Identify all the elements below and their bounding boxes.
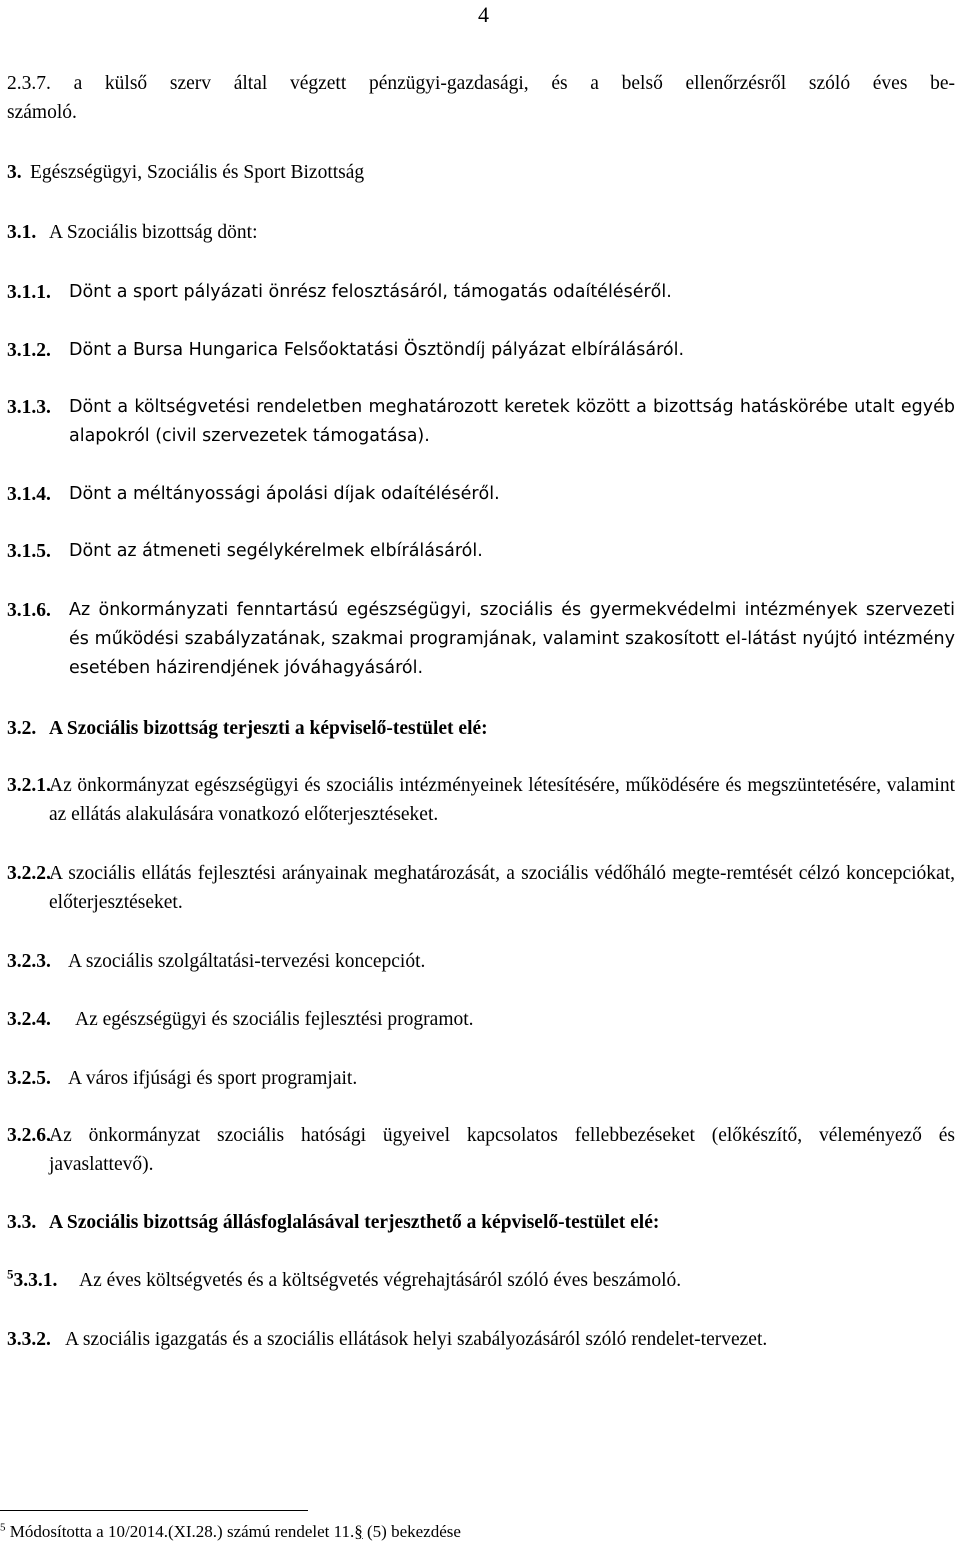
section-text: Dönt a sport pályázati önrész felosztásáról, támogatás odaítéléséről. xyxy=(69,282,672,302)
section-3-3 xyxy=(7,1208,955,1237)
section-3-3-2 xyxy=(7,1325,955,1354)
section-text: A szociális ellátás fejlesztési arányainak meghatározását, a szociális védőháló megte-remtését célzó koncepciókat, előterjesztéseket. xyxy=(49,863,955,913)
footnote-text: Módosította a 10/2014.(XI.28.) számú rendelet 11. xyxy=(9,1522,355,1541)
section-number: 3.1.6. xyxy=(7,600,51,621)
section-number: 3.1.4. xyxy=(7,484,51,505)
section-3-1-3 xyxy=(7,393,955,451)
footnote-rest: (5) bekezdése xyxy=(367,1522,461,1541)
section-3-1-5 xyxy=(7,537,955,566)
section-text: Dönt a méltányossági ápolási díjak odaítéléséről. xyxy=(69,484,500,504)
section-number: 3.3.2. xyxy=(7,1329,51,1350)
section-number: 3.1.5. xyxy=(7,541,51,562)
section-3-1-6 xyxy=(7,596,955,683)
footnote-section-sign: § xyxy=(354,1522,363,1541)
section-number: 3.2.6. xyxy=(7,1125,51,1146)
section-number: 3.2.2. xyxy=(7,863,51,884)
section-number-wrap xyxy=(7,1266,79,1295)
section-3 xyxy=(7,158,955,187)
section-number: 3.1.3. xyxy=(7,397,51,418)
section-heading: A Szociális bizottság állásfoglalásával terjeszthető a képviselő-testület elé: xyxy=(49,1212,660,1233)
section-3-1 xyxy=(7,218,955,247)
section-3-2-4 xyxy=(7,1005,955,1034)
section-2-3-7-line1-text: 2.3.7. a külső szerv által végzett pénzügyi-gazdasági, és a belső ellenőrzésről szóló éves be- xyxy=(7,73,955,94)
section-number: 3.2.1. xyxy=(7,775,51,796)
section-number: 3.2.3. xyxy=(7,951,51,972)
footnote-separator xyxy=(0,1510,308,1511)
section-text: Az önkormányzati fenntartású egészségügyi, szociális és gyermekvédelmi intézmények szervezeti és működési szabályzatának, szakmai programjának, valamint szakosított el-látást nyújtó intézmény esetében házirendjének jóváhagyásáról. xyxy=(69,600,955,678)
section-text: Dönt a költségvetési rendeletben meghatározott keretek között a bizottság hatáskörébe utalt egyéb alapokról (civil szervezetek támogatása). xyxy=(69,397,955,446)
section-3-2-3 xyxy=(7,947,955,976)
section-number: 3.2.4. xyxy=(7,1009,51,1030)
section-text: Az éves költségvetés és a költségvetés végrehajtásáról szóló éves beszámoló. xyxy=(79,1270,682,1291)
section-3-2-1 xyxy=(7,771,955,829)
section-text: Az egészségügyi és szociális fejlesztési programot. xyxy=(75,1009,474,1030)
section-heading: A Szociális bizottság dönt: xyxy=(49,222,258,243)
section-2-3-7-line2: számoló. xyxy=(7,102,77,123)
section-text: A szociális szolgáltatási-tervezési koncepciót. xyxy=(68,951,426,972)
section-number: 3.3. xyxy=(7,1212,37,1233)
section-heading: A Szociális bizottság terjeszti a képviselő-testület elé: xyxy=(49,718,488,739)
section-text: Dönt az átmeneti segélykérelmek elbírálásáról. xyxy=(69,541,483,561)
section-3-1-2 xyxy=(7,336,955,365)
section-2-3-7-line1 xyxy=(7,69,955,98)
section-number: 3.1.2. xyxy=(7,340,51,361)
section-number: 3. xyxy=(7,162,22,183)
section-2-3-7 xyxy=(7,69,955,127)
section-heading: Egészségügyi, Szociális és Sport Bizottság xyxy=(30,162,365,183)
section-3-1-1 xyxy=(7,278,955,307)
section-number: 3.3.1. xyxy=(13,1270,58,1291)
section-3-3-1 xyxy=(7,1266,955,1295)
section-number: 3.1.1. xyxy=(7,282,51,303)
footnote-reference[interactable]: 5 xyxy=(7,1266,14,1282)
section-number: 3.2. xyxy=(7,718,37,739)
section-text: Az önkormányzat egészségügyi és szociális intézményeinek létesítésére, működésére és megszüntetésére, valamint az ellátás alakulására vonatkozó előterjesztéseket. xyxy=(49,775,955,825)
page-number: 4 xyxy=(478,2,489,27)
section-text: Az önkormányzat szociális hatósági ügyeivel kapcsolatos fellebbezéseket (előkészítő, véleményező és javaslattevő). xyxy=(49,1125,955,1175)
section-text: A város ifjúsági és sport programjait. xyxy=(68,1068,358,1089)
section-number: 3.1. xyxy=(7,222,37,243)
section-text: A szociális igazgatás és a szociális ellátások helyi szabályozásáról szóló rendelet-tervezet. xyxy=(65,1329,768,1350)
footnote xyxy=(0,1520,461,1544)
section-3-2 xyxy=(7,714,955,743)
section-text: Dönt a Bursa Hungarica Felsőoktatási Ösztöndíj pályázat elbírálásáról. xyxy=(69,340,685,360)
section-3-2-6 xyxy=(7,1121,955,1179)
section-number: 3.2.5. xyxy=(7,1068,51,1089)
section-3-2-5 xyxy=(7,1064,955,1093)
section-3-1-4 xyxy=(7,480,955,509)
footnote-marker: 5 xyxy=(0,1521,6,1534)
section-3-2-2 xyxy=(7,859,955,917)
